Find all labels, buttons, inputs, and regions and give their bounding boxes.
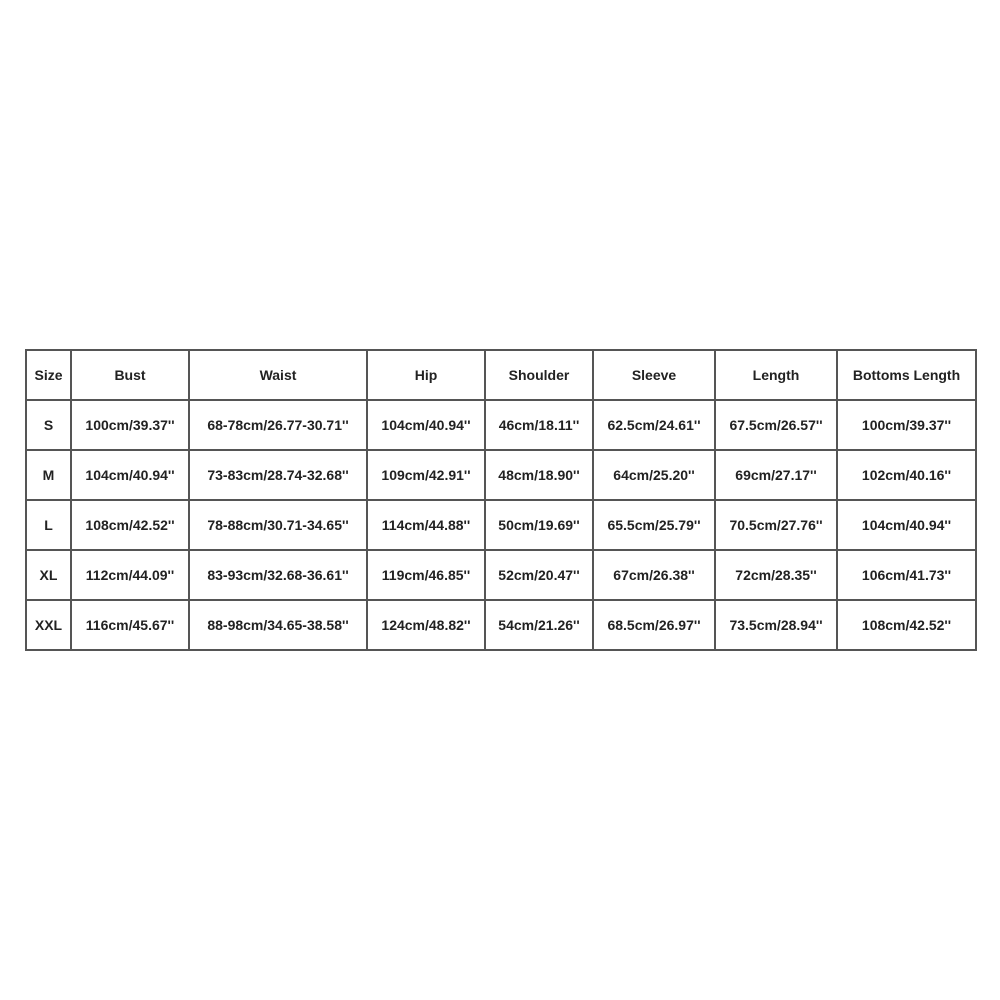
sleeve-cell: 67cm/26.38'' bbox=[593, 550, 715, 600]
bottoms-length-cell: 104cm/40.94'' bbox=[837, 500, 976, 550]
header-cell-bottoms-length: Bottoms Length bbox=[837, 350, 976, 400]
length-cell: 73.5cm/28.94'' bbox=[715, 600, 837, 650]
bust-cell: 108cm/42.52'' bbox=[71, 500, 189, 550]
waist-cell: 78-88cm/30.71-34.65'' bbox=[189, 500, 367, 550]
bust-cell: 100cm/39.37'' bbox=[71, 400, 189, 450]
header-cell-bust: Bust bbox=[71, 350, 189, 400]
sleeve-cell: 64cm/25.20'' bbox=[593, 450, 715, 500]
shoulder-cell: 54cm/21.26'' bbox=[485, 600, 593, 650]
header-cell-waist: Waist bbox=[189, 350, 367, 400]
table-row bbox=[26, 400, 976, 450]
bottoms-length-cell: 102cm/40.16'' bbox=[837, 450, 976, 500]
shoulder-cell: 52cm/20.47'' bbox=[485, 550, 593, 600]
table-row bbox=[26, 600, 976, 650]
sleeve-cell: 62.5cm/24.61'' bbox=[593, 400, 715, 450]
header-cell-sleeve: Sleeve bbox=[593, 350, 715, 400]
bottoms-length-cell: 108cm/42.52'' bbox=[837, 600, 976, 650]
waist-cell: 68-78cm/26.77-30.71'' bbox=[189, 400, 367, 450]
bottoms-length-cell: 100cm/39.37'' bbox=[837, 400, 976, 450]
waist-cell: 83-93cm/32.68-36.61'' bbox=[189, 550, 367, 600]
waist-cell: 73-83cm/28.74-32.68'' bbox=[189, 450, 367, 500]
length-cell: 72cm/28.35'' bbox=[715, 550, 837, 600]
hip-cell: 114cm/44.88'' bbox=[367, 500, 485, 550]
size-cell: XXL bbox=[26, 600, 71, 650]
hip-cell: 104cm/40.94'' bbox=[367, 400, 485, 450]
bottoms-length-cell: 106cm/41.73'' bbox=[837, 550, 976, 600]
hip-cell: 109cm/42.91'' bbox=[367, 450, 485, 500]
length-cell: 69cm/27.17'' bbox=[715, 450, 837, 500]
size-cell: M bbox=[26, 450, 71, 500]
table-row bbox=[26, 450, 976, 500]
shoulder-cell: 50cm/19.69'' bbox=[485, 500, 593, 550]
size-cell: L bbox=[26, 500, 71, 550]
length-cell: 70.5cm/27.76'' bbox=[715, 500, 837, 550]
size-chart-table bbox=[25, 349, 977, 651]
header-cell-length: Length bbox=[715, 350, 837, 400]
hip-cell: 124cm/48.82'' bbox=[367, 600, 485, 650]
hip-cell: 119cm/46.85'' bbox=[367, 550, 485, 600]
shoulder-cell: 46cm/18.11'' bbox=[485, 400, 593, 450]
length-cell: 67.5cm/26.57'' bbox=[715, 400, 837, 450]
bust-cell: 104cm/40.94'' bbox=[71, 450, 189, 500]
header-cell-shoulder: Shoulder bbox=[485, 350, 593, 400]
size-cell: XL bbox=[26, 550, 71, 600]
sleeve-cell: 65.5cm/25.79'' bbox=[593, 500, 715, 550]
table-row bbox=[26, 550, 976, 600]
size-cell: S bbox=[26, 400, 71, 450]
shoulder-cell: 48cm/18.90'' bbox=[485, 450, 593, 500]
sleeve-cell: 68.5cm/26.97'' bbox=[593, 600, 715, 650]
table-row bbox=[26, 500, 976, 550]
header-cell-size: Size bbox=[26, 350, 71, 400]
header-cell-hip: Hip bbox=[367, 350, 485, 400]
bust-cell: 112cm/44.09'' bbox=[71, 550, 189, 600]
waist-cell: 88-98cm/34.65-38.58'' bbox=[189, 600, 367, 650]
bust-cell: 116cm/45.67'' bbox=[71, 600, 189, 650]
table-header-row bbox=[26, 350, 976, 400]
